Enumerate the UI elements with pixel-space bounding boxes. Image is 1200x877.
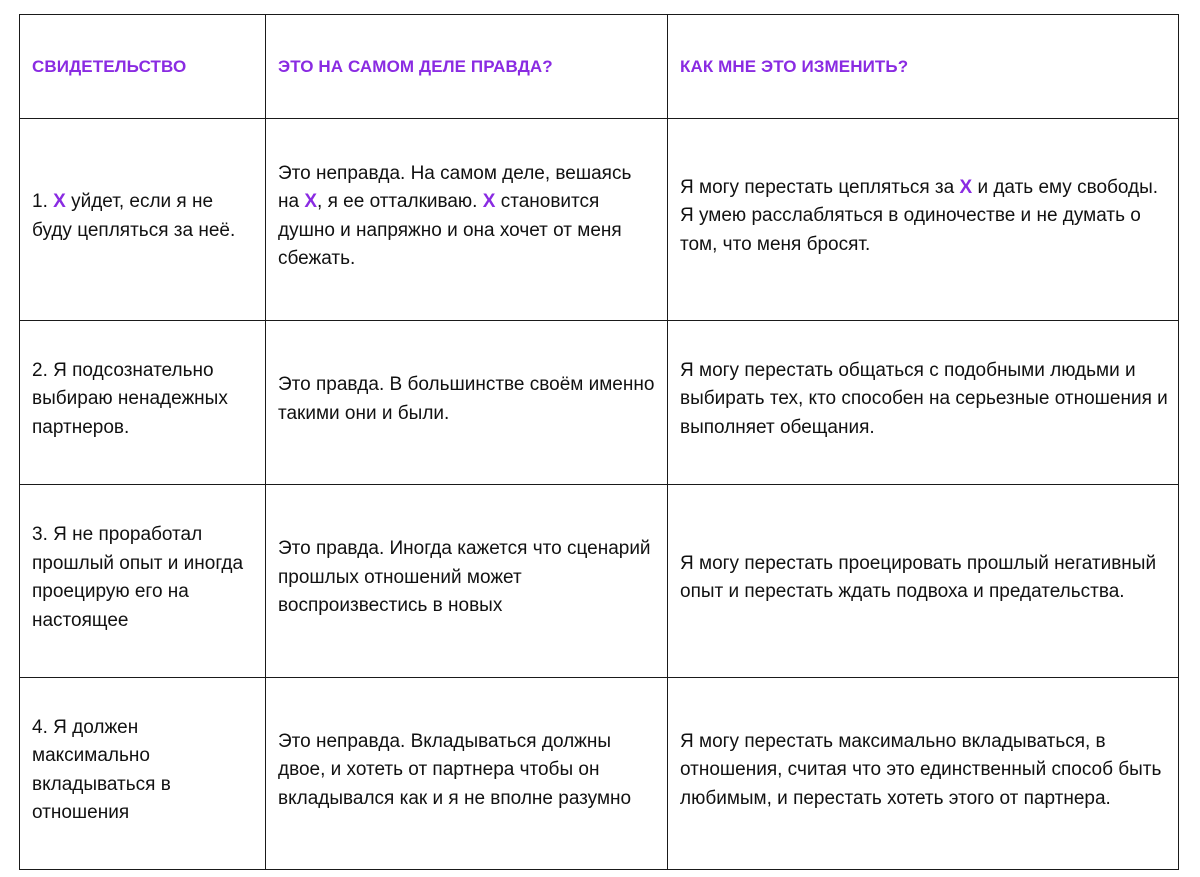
header-how-change: КАК МНЕ ЭТО ИЗМЕНИТЬ? [668, 15, 1179, 119]
table-row [20, 485, 1179, 678]
how-change-cell [668, 119, 1179, 321]
is-true-text: Это правда. В большинстве своём именно такими они и были. [278, 374, 655, 424]
how-change-cell [668, 321, 1179, 485]
is-true-text: Это правда. Иногда кажется что сценарий прошлых отношений может воспроизвестись в новых [278, 538, 651, 617]
header-evidence: СВИДЕТЕЛЬСТВО [20, 15, 266, 119]
is-true-text: Это неправда. Вкладываться должны двое, и хотеть от партнера чтобы он вкладывался как и я не вполне разумно [278, 730, 632, 809]
how-change-text: Я могу перестать максимально вкладываться, в отношения, считая что это единственный способ быть любимым, и перестать хотеть этого от партнера. [680, 730, 1162, 809]
evidence-table [19, 14, 1179, 870]
is-true-cell [266, 119, 668, 321]
evidence-text: 4. Я должен максимально вкладываться в отношения [32, 716, 171, 823]
evidence-text: 1. X уйдет, если я не буду цепляться за неё. [32, 191, 236, 241]
is-true-cell [266, 485, 668, 678]
header-is-true: ЭТО НА САМОМ ДЕЛЕ ПРАВДА? [266, 15, 668, 119]
table-row [20, 678, 1179, 870]
how-change-text: Я могу перестать цепляться за X и дать ему свободы. Я умею расслабляться в одиночестве и не думать о том, что меня бросят. [680, 176, 1159, 255]
is-true-text: Это неправда. На самом деле, вешаясь на X, я ее отталкиваю. X становится душно и напряжно и она хочет от меня сбежать. [278, 162, 632, 269]
evidence-cell [20, 321, 266, 485]
table-row [20, 321, 1179, 485]
evidence-text: 2. Я подсознательно выбираю ненадежных партнеров. [32, 359, 228, 438]
table-row [20, 119, 1179, 321]
how-change-cell [668, 485, 1179, 678]
x-marker: X [482, 191, 496, 212]
how-change-text: Я могу перестать общаться с подобными людьми и выбирать тех, кто способен на серьезные отношения и выполняет обещания. [680, 359, 1168, 438]
is-true-cell [266, 678, 668, 870]
evidence-cell [20, 119, 266, 321]
x-marker: X [959, 176, 973, 198]
how-change-text: Я могу перестать проецировать прошлый негативный опыт и перестать ждать подвоха и предательства. [680, 552, 1157, 602]
evidence-cell [20, 485, 266, 678]
evidence-cell [20, 678, 266, 870]
how-change-cell [668, 678, 1179, 870]
x-marker: X [304, 191, 318, 212]
is-true-cell [266, 321, 668, 485]
x-marker: X [53, 191, 66, 212]
table-header-row [20, 15, 1179, 119]
evidence-text: 3. Я не проработал прошлый опыт и иногда проецирую его на настоящее [32, 524, 244, 631]
